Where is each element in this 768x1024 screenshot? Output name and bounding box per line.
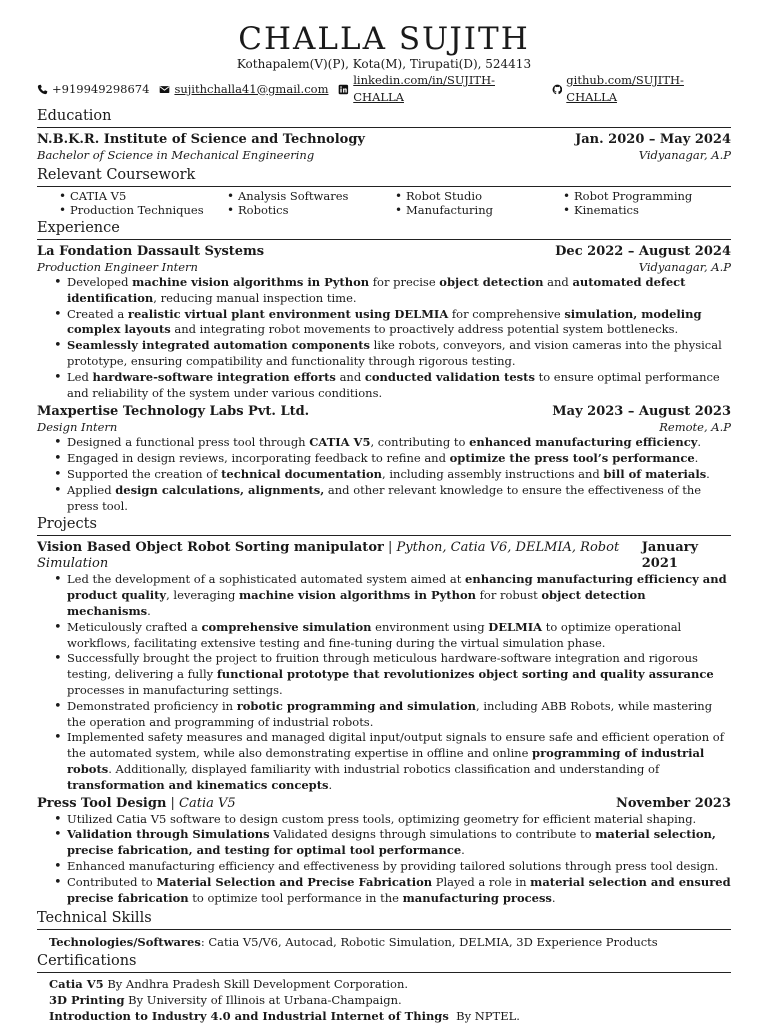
bullet-emphasis: comprehensive simulation bbox=[201, 619, 372, 634]
bullet-emphasis: machine vision algorithms in Python bbox=[239, 588, 477, 603]
job-bullets bbox=[37, 275, 731, 401]
bullet-text: to optimize operational workflows, facilitating extensive testing and fine-tuning during the virtual simulation phase. bbox=[67, 619, 682, 650]
certification-issuer: By Andhra Pradesh Skill Development Corporation. bbox=[103, 977, 409, 992]
bullet-text: Led the development of a sophisticated automated system aimed at bbox=[67, 572, 466, 587]
project-title: Vision Based Object Robot Sorting manipulator | Python, Catia V6, DELMIA, Robot Simulation bbox=[37, 540, 620, 572]
bullet-text: Developed bbox=[67, 275, 133, 289]
bullet-emphasis: Seamlessly integrated automation components bbox=[67, 338, 371, 353]
job-bullets bbox=[37, 435, 731, 514]
bullet-text: , leveraging bbox=[166, 588, 239, 603]
bullet-text: . bbox=[697, 435, 702, 450]
skills-line bbox=[37, 934, 731, 950]
bullet-emphasis: transformation and kinematics concepts bbox=[67, 777, 329, 792]
bullet-text: . Additionally, displayed familiarity with industrial robotics classification and understanding of bbox=[108, 761, 660, 776]
bullet-text: . bbox=[551, 890, 556, 905]
bullet-emphasis: machine vision algorithms in Python bbox=[132, 275, 370, 289]
job-role: Design Intern bbox=[37, 420, 118, 435]
education-subheader bbox=[37, 148, 731, 163]
job-dates: Dec 2022 – August 2024 bbox=[555, 244, 731, 259]
github-icon bbox=[552, 84, 563, 95]
job-role: Production Engineer Intern bbox=[37, 260, 198, 274]
bullet-text: Led bbox=[67, 369, 93, 384]
envelope-icon bbox=[159, 84, 170, 95]
bullet-item bbox=[67, 435, 731, 451]
coursework-list bbox=[37, 190, 731, 217]
course-item: • Manufacturing bbox=[395, 204, 563, 218]
project-header bbox=[37, 796, 731, 812]
education-location: Vidyanagar, A.P bbox=[638, 148, 731, 162]
bullet-text: , including assembly instructions and bbox=[382, 466, 604, 481]
bullet-item bbox=[67, 451, 731, 467]
bullet-text: . bbox=[694, 451, 699, 466]
contact-email[interactable] bbox=[159, 72, 328, 106]
bullet-emphasis: simulation, modeling complex layouts bbox=[67, 306, 702, 337]
bullet-item bbox=[67, 875, 731, 907]
bullet-text: Demonstrated proficiency in bbox=[67, 698, 237, 713]
bullet-emphasis: enhancing manufacturing efficiency and product quality bbox=[67, 572, 727, 603]
skills-value: : Catia V5/V6, Autocad, Robotic Simulation, DELMIA, 3D Experience Products bbox=[200, 935, 658, 950]
job-subheader bbox=[37, 260, 731, 275]
course-item: • Kinematics bbox=[563, 204, 731, 218]
candidate-name: CHALLA SUJITH bbox=[238, 21, 530, 57]
certification-issuer: By University of Illinois at Urbana-Champaign. bbox=[124, 993, 402, 1008]
bullet-emphasis: DELMIA bbox=[488, 619, 543, 634]
bullet-text: like robots, conveyors, and vision cameras into the physical prototype, ensuring compatibility and functionality through rigorous testing. bbox=[67, 338, 722, 368]
job-subheader bbox=[37, 420, 731, 435]
bullet-emphasis: enhanced manufacturing efficiency bbox=[469, 435, 698, 450]
section-title-coursework: Relevant Coursework bbox=[37, 166, 731, 187]
certification-issuer: By NPTEL. bbox=[448, 1009, 520, 1024]
bullet-text: Created a bbox=[67, 306, 128, 321]
bullet-emphasis: object detection bbox=[439, 275, 544, 289]
linkedin-icon bbox=[338, 84, 349, 95]
job-company: La Fondation Dassault Systems bbox=[37, 244, 265, 259]
section-title-experience: Experience bbox=[37, 219, 731, 240]
bullet-text: Designed a functional press tool through bbox=[67, 435, 310, 450]
bullet-text: Successfully brought the project to fruition through meticulous hardware-software integration and rigorous testing, delivering a fully bbox=[67, 651, 698, 682]
section-title-education: Education bbox=[37, 107, 731, 128]
job-company: Maxpertise Technology Labs Pvt. Ltd. bbox=[37, 404, 310, 420]
education-dates: Jan. 2020 – May 2024 bbox=[575, 132, 731, 147]
certification-name: Catia V5 bbox=[49, 977, 104, 992]
email-link[interactable]: sujithchalla41@gmail.com bbox=[174, 81, 329, 96]
bullet-emphasis: automated defect identification bbox=[67, 275, 686, 305]
bullet-item bbox=[67, 307, 731, 339]
bullet-item bbox=[67, 572, 731, 619]
project-bullets bbox=[37, 812, 731, 907]
phone-icon bbox=[37, 84, 48, 95]
address: Kothapalem(V)(P), Kota(M), Tirupati(D), 524413 bbox=[236, 57, 532, 71]
certification-list bbox=[37, 976, 731, 1024]
bullet-emphasis: bill of materials bbox=[603, 466, 707, 481]
job-header bbox=[37, 244, 731, 260]
bullet-text: Played a role in bbox=[432, 874, 531, 889]
bullet-text: Implemented safety measures and managed digital input/output signals to ensure safe and efficient operation of the automated system, while also demonstrating expertise in offline and online bbox=[67, 730, 724, 761]
bullet-item bbox=[67, 699, 731, 731]
bullet-emphasis: material selection, precise fabrication, and testing for optimal tool performance bbox=[67, 827, 716, 858]
course-item: • Robotics bbox=[227, 204, 395, 218]
bullet-text: , including ABB Robots, while mastering the operation and programming of industrial robots. bbox=[67, 698, 713, 729]
bullet-text: for robust bbox=[476, 588, 542, 603]
bullet-text: . bbox=[328, 777, 333, 792]
bullet-emphasis: material selection and ensured precise fabrication bbox=[67, 874, 731, 905]
section-title-projects: Projects bbox=[37, 515, 731, 536]
project-tech: Catia V5 bbox=[179, 795, 236, 811]
contact-bar bbox=[37, 72, 731, 106]
bullet-emphasis: hardware-software integration efforts bbox=[92, 369, 336, 384]
bullet-item bbox=[67, 651, 731, 698]
job-location: Remote, A.P bbox=[659, 420, 731, 435]
bullet-item bbox=[67, 370, 731, 402]
contact-phone-text: +919949298674 bbox=[52, 81, 150, 96]
certification-item bbox=[49, 1008, 731, 1024]
course-item: • Robot Studio bbox=[395, 190, 563, 204]
bullet-emphasis: optimize the press tool’s performance bbox=[449, 451, 695, 466]
education-header bbox=[37, 132, 731, 148]
bullet-text: for comprehensive bbox=[448, 306, 565, 321]
bullet-text: and bbox=[543, 275, 573, 289]
course-item: • Robot Programming bbox=[563, 190, 731, 204]
bullet-emphasis: manufacturing process bbox=[402, 890, 552, 905]
bullet-text: Utilized Catia V5 software to design custom press tools, optimizing geometry for efficient material shaping. bbox=[67, 811, 697, 826]
bullet-text: Validated designs through simulations to contribute to bbox=[269, 827, 596, 842]
bullet-item bbox=[67, 338, 731, 370]
bullet-emphasis: object detection mechanisms bbox=[67, 588, 646, 618]
bullet-text: and integrating robot movements to proactively address potential system bottlenecks. bbox=[170, 322, 679, 337]
bullet-text: and bbox=[335, 369, 365, 384]
bullet-text: Enhanced manufacturing efficiency and effectiveness by providing tailored solutions through press tool design. bbox=[67, 858, 719, 873]
bullet-emphasis: functional prototype that revolutionizes object sorting and quality assurance bbox=[216, 667, 714, 682]
project-header bbox=[37, 540, 731, 572]
bullet-text: Contributed to bbox=[67, 874, 157, 889]
bullet-item bbox=[67, 730, 731, 793]
bullet-text: for precise bbox=[369, 275, 440, 289]
bullet-emphasis: Material Selection and Precise Fabrication bbox=[156, 874, 433, 889]
bullet-emphasis: technical documentation bbox=[221, 466, 383, 481]
bullet-emphasis: realistic virtual plant environment using DELMIA bbox=[127, 306, 449, 321]
section-title-certifications: Certifications bbox=[37, 952, 731, 973]
project-name: Vision Based Object Robot Sorting manipulator bbox=[37, 540, 384, 556]
bullet-text: Meticulously crafted a bbox=[67, 619, 202, 634]
bullet-item bbox=[67, 812, 731, 828]
job-location: Vidyanagar, A.P bbox=[638, 260, 731, 274]
bullet-text: to optimize tool performance in the bbox=[188, 890, 403, 905]
bullet-text: , contributing to bbox=[370, 435, 470, 450]
course-item: • Analysis Softwares bbox=[227, 190, 395, 204]
bullet-emphasis: conducted validation tests bbox=[364, 369, 535, 384]
bullet-item bbox=[67, 275, 731, 307]
bullet-text: . bbox=[461, 843, 465, 858]
course-item: • Production Techniques bbox=[59, 204, 227, 218]
certification-name: 3D Printing bbox=[49, 993, 125, 1008]
bullet-text: . bbox=[706, 466, 710, 481]
project-bullets bbox=[37, 572, 731, 793]
bullet-text: processes in manufacturing settings. bbox=[67, 682, 283, 697]
linkedin-link[interactable]: linkedin.com/in/SUJITH-CHALLA bbox=[353, 73, 495, 104]
degree: Bachelor of Science in Mechanical Engineering bbox=[37, 148, 315, 162]
bullet-text: . bbox=[147, 603, 151, 618]
bullet-emphasis: robotic programming and simulation bbox=[236, 698, 477, 713]
skills-label: Technologies/Softwares bbox=[49, 935, 201, 950]
bullet-emphasis: programming of industrial robots bbox=[67, 746, 705, 776]
bullet-text: to ensure optimal performance and reliability of the system under various conditions. bbox=[67, 369, 720, 400]
contact-github[interactable] bbox=[552, 72, 731, 106]
bullet-item bbox=[67, 620, 731, 652]
project-date: November 2023 bbox=[615, 795, 731, 811]
job-dates: May 2023 – August 2023 bbox=[552, 404, 731, 420]
project-title: Press Tool Design | Catia V5 bbox=[37, 795, 236, 811]
bullet-emphasis: Validation through Simulations bbox=[67, 827, 270, 842]
bullet-text: Engaged in design reviews, incorporating feedback to refine and bbox=[67, 451, 450, 466]
bullet-text: Supported the creation of bbox=[67, 466, 222, 481]
bullet-item bbox=[67, 467, 731, 483]
course-item: • CATIA V5 bbox=[59, 190, 227, 204]
project-tech: Python, Catia V6, DELMIA, Robot Simulation bbox=[37, 540, 620, 572]
institution-name: N.B.K.R. Institute of Science and Technology bbox=[37, 132, 365, 147]
section-title-skills: Technical Skills bbox=[37, 909, 731, 930]
project-date: January 2021 bbox=[641, 540, 699, 572]
bullet-text: Applied bbox=[67, 482, 116, 497]
resume-page bbox=[37, 20, 731, 1024]
bullet-text: environment using bbox=[371, 619, 489, 634]
certification-item bbox=[49, 992, 731, 1008]
bullet-item bbox=[67, 483, 731, 515]
bullet-text: , reducing manual inspection time. bbox=[153, 290, 357, 305]
contact-linkedin[interactable] bbox=[338, 72, 541, 106]
job-header bbox=[37, 404, 731, 420]
github-link[interactable]: github.com/SUJITH-CHALLA bbox=[566, 73, 684, 104]
bullet-item bbox=[67, 859, 731, 875]
project-name: Press Tool Design bbox=[37, 795, 167, 811]
bullet-emphasis: design calculations, alignments, bbox=[115, 482, 325, 497]
bullet-item bbox=[67, 827, 731, 859]
certification-name: Introduction to Industry 4.0 and Industrial Internet of Things bbox=[49, 1009, 449, 1024]
contact-phone[interactable] bbox=[37, 72, 149, 106]
bullet-text: and other relevant knowledge to ensure the effectiveness of the press tool. bbox=[67, 482, 702, 513]
certification-item bbox=[49, 976, 731, 992]
bullet-emphasis: CATIA V5 bbox=[309, 435, 371, 450]
